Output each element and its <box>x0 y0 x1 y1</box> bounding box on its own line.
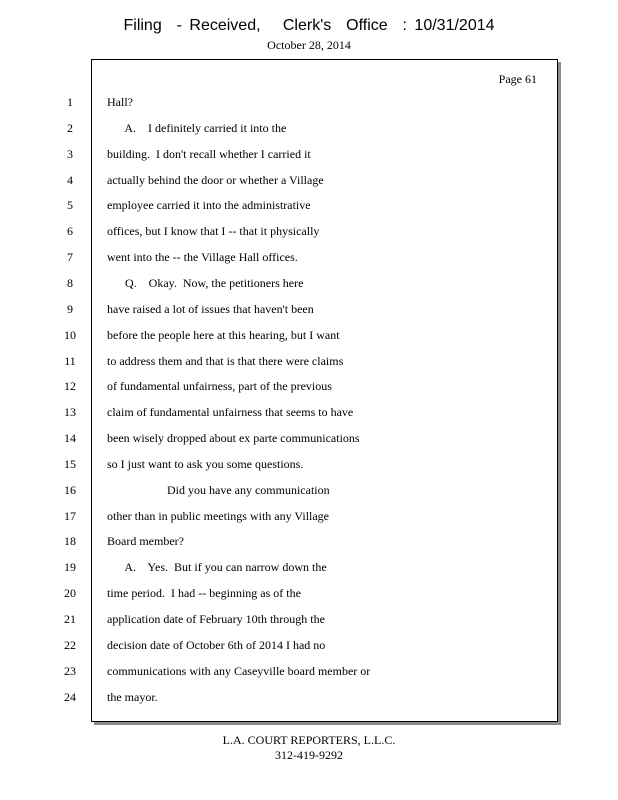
line-number: 8 <box>67 276 73 290</box>
transcript-line: A. I definitely carried it into the <box>107 121 287 135</box>
footer-phone: 312-419-9292 <box>275 748 343 762</box>
line-number: 14 <box>64 431 76 445</box>
transcript-line: Board member? <box>107 534 184 548</box>
transcript-line: of fundamental unfairness, part of the previous <box>107 379 332 393</box>
transcript-line: building. I don't recall whether I carried it <box>107 147 311 161</box>
transcript-line: actually behind the door or whether a Village <box>107 173 324 187</box>
line-number: 9 <box>67 302 73 316</box>
transcript-line: so I just want to ask you some questions. <box>107 457 304 471</box>
line-number: 2 <box>67 121 73 135</box>
transcript-line: the mayor. <box>107 690 158 704</box>
line-number: 18 <box>64 534 76 548</box>
transcript-line: went into the -- the Village Hall offices. <box>107 250 298 264</box>
line-number: 11 <box>64 354 76 368</box>
transcript-line: application date of February 10th through the <box>107 612 325 626</box>
page-number: Page 61 <box>498 72 537 86</box>
transcript-line: claim of fundamental unfairness that seems to have <box>107 405 354 419</box>
transcript-line: been wisely dropped about ex parte communications <box>107 431 360 445</box>
transcript-line: offices, but I know that I -- that it physically <box>107 224 320 238</box>
filing-stamp: Filing - Received, Clerk's Office : 10/31/2014 <box>123 17 495 34</box>
transcript-line: to address them and that is that there were claims <box>107 354 344 368</box>
transcript-date: October 28, 2014 <box>267 38 351 52</box>
line-number: 6 <box>67 224 73 238</box>
line-number: 16 <box>64 483 76 497</box>
line-number: 5 <box>67 198 73 212</box>
line-number: 15 <box>64 457 76 471</box>
transcript-line: Did you have any communication <box>107 483 330 497</box>
transcript-line: time period. I had -- beginning as of the <box>107 586 301 600</box>
line-number: 23 <box>64 664 76 678</box>
transcript-line: Hall? <box>107 95 133 109</box>
transcript-line: other than in public meetings with any Village <box>107 509 330 523</box>
transcript-line: communications with any Caseyville board member or <box>107 664 371 678</box>
line-number: 19 <box>64 560 76 574</box>
line-number: 7 <box>67 250 73 264</box>
line-number: 13 <box>64 405 76 419</box>
transcript-line: have raised a lot of issues that haven't been <box>107 302 314 316</box>
transcript-line: Q. Okay. Now, the petitioners here <box>107 276 304 290</box>
footer-company: L.A. COURT REPORTERS, L.L.C. <box>222 733 396 747</box>
transcript-line: A. Yes. But if you can narrow down the <box>107 560 327 574</box>
line-number: 12 <box>64 379 76 393</box>
line-number: 24 <box>64 690 76 704</box>
line-number: 20 <box>64 586 76 600</box>
line-number: 10 <box>64 328 76 342</box>
transcript-line: before the people here at this hearing, but I want <box>107 328 340 342</box>
line-number: 22 <box>64 638 76 652</box>
transcript-line: decision date of October 6th of 2014 I had no <box>107 638 326 652</box>
line-number: 1 <box>67 95 73 109</box>
line-number: 21 <box>64 612 76 626</box>
line-number: 4 <box>67 173 73 187</box>
line-number: 3 <box>67 147 73 161</box>
transcript-line: employee carried it into the administrative <box>107 198 311 212</box>
line-number: 17 <box>64 509 76 523</box>
